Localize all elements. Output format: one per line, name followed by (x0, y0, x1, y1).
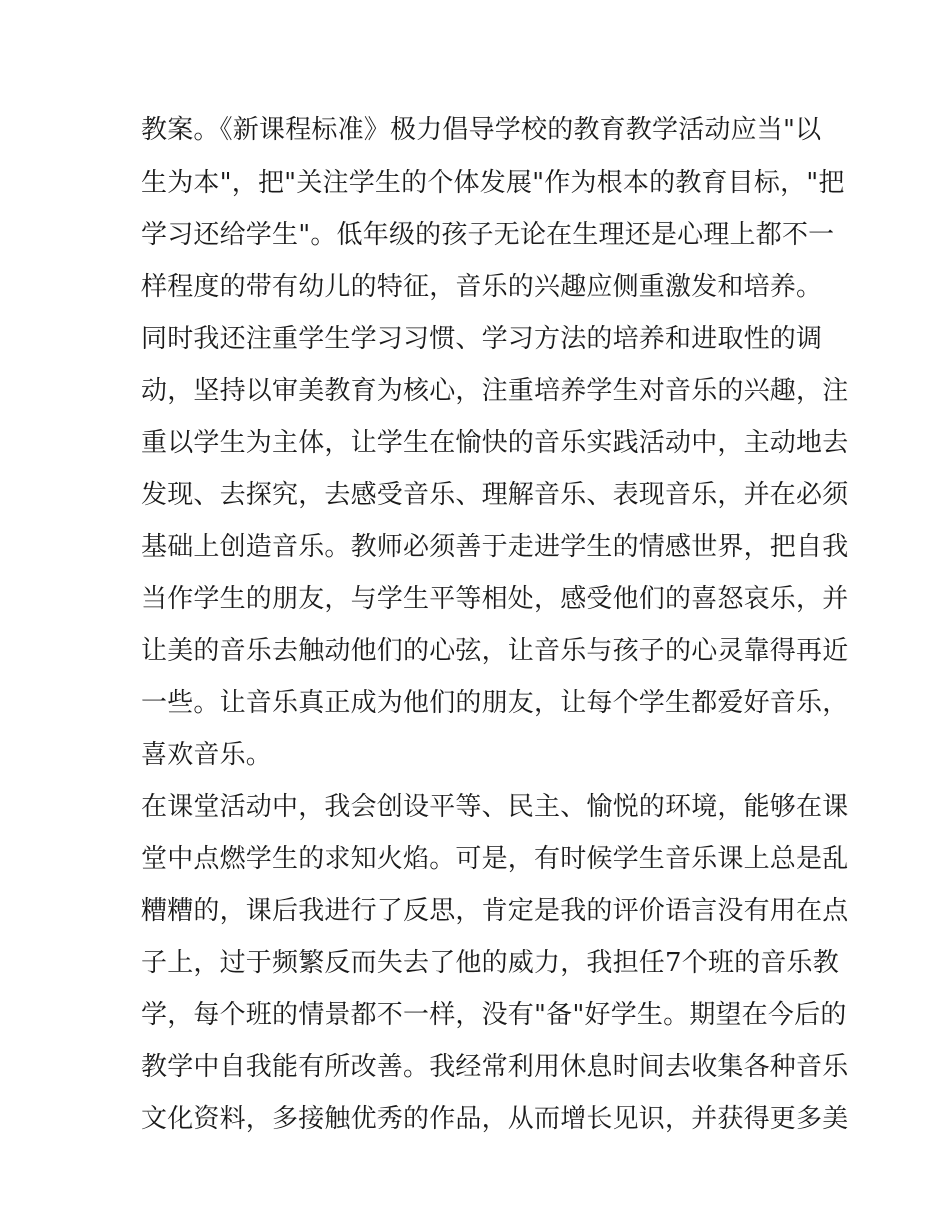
text-line: 当作学生的朋友，与学生平等相处，感受他们的喜怒哀乐，并 (141, 584, 849, 614)
text-line: 生为本"，把"关注学生的个体发展"作为根本的教育目标，"把 (141, 168, 845, 198)
text-line: 发现、去探究，去感受音乐、理解音乐、表现音乐，并在必须 (141, 480, 849, 510)
text-line: 同时我还注重学生学习习惯、学习方法的培养和进取性的调 (141, 324, 823, 354)
text-line: 喜欢音乐。 (141, 740, 273, 770)
text-line: 子上，过于频繁反而失去了他的威力，我担任7个班的音乐教 (141, 948, 839, 978)
text-line: 学习还给学生"。低年级的孩子无论在生理还是心理上都不一 (141, 220, 835, 250)
text-line: 在课堂活动中，我会创设平等、民主、愉悦的环境，能够在课 (141, 792, 849, 822)
text-line: 一些。让音乐真正成为他们的朋友，让每个学生都爱好音乐， (141, 688, 849, 718)
text-line: 糟糟的，课后我进行了反思，肯定是我的评价语言没有用在点 (141, 896, 849, 926)
text-line: 重以学生为主体，让学生在愉快的音乐实践活动中，主动地去 (141, 428, 849, 458)
text-line: 教学中自我能有所改善。我经常利用休息时间去收集各种音乐 (141, 1052, 849, 1082)
text-line: 堂中点燃学生的求知火焰。可是，有时候学生音乐课上总是乱 (141, 844, 849, 874)
text-line: 基础上创造音乐。教师必须善于走进学生的情感世界，把自我 (141, 532, 849, 562)
text-line: 文化资料，多接触优秀的作品，从而增长见识，并获得更多美 (141, 1104, 849, 1134)
text-line: 让美的音乐去触动他们的心弦，让音乐与孩子的心灵靠得再近 (141, 636, 849, 666)
text-line: 样程度的带有幼儿的特征，音乐的兴趣应侧重激发和培养。 (141, 272, 823, 302)
text-line: 动，坚持以审美教育为核心，注重培养学生对音乐的兴趣，注 (141, 376, 849, 406)
text-line: 教案。《新课程标准》极力倡导学校的教育教学活动应当"以 (141, 115, 822, 145)
text-line: 学，每个班的情景都不一样，没有"备"好学生。期望在今后的 (141, 1000, 847, 1030)
